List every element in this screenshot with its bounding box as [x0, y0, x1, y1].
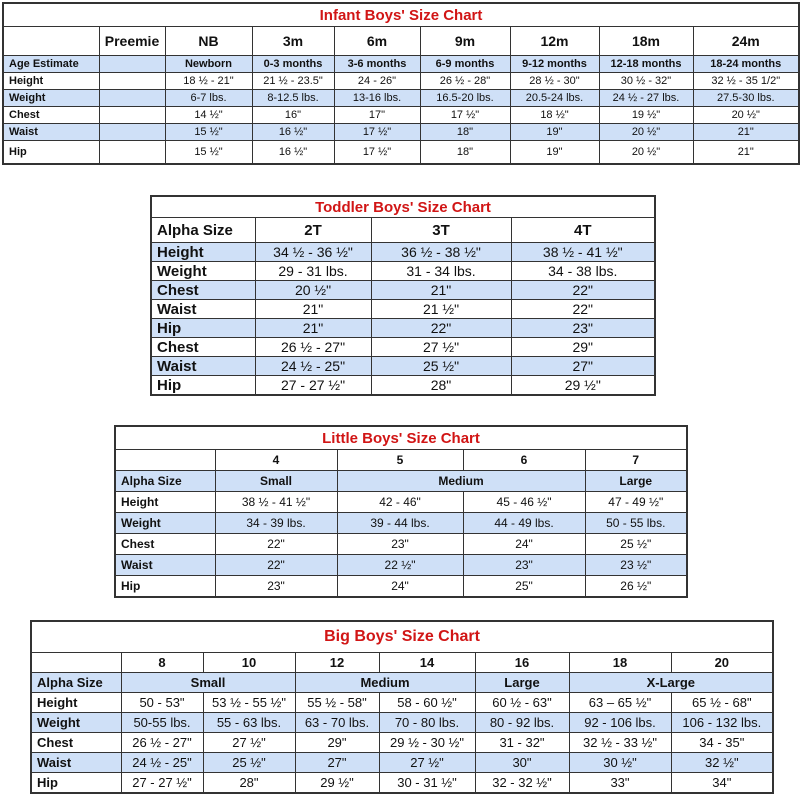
- alpha-size: Medium: [295, 673, 475, 693]
- cell: 22": [511, 300, 655, 319]
- row-label: Age Estimate: [3, 56, 99, 73]
- size-header: 3T: [371, 218, 511, 243]
- size-header: 7: [585, 450, 687, 471]
- row-label: Waist: [3, 124, 99, 141]
- cell: 63 - 70 lbs.: [295, 713, 379, 733]
- cell: 65 ½ - 68": [671, 693, 773, 713]
- size-header: 18: [569, 653, 671, 673]
- cell: 50 - 55 lbs.: [585, 513, 687, 534]
- size-header: 5: [337, 450, 463, 471]
- corner-cell: [31, 653, 121, 673]
- cell: 34 ½ - 36 ½": [255, 243, 371, 262]
- cell: [99, 73, 165, 90]
- cell: 36 ½ - 38 ½": [371, 243, 511, 262]
- toddler-size-header: [151, 218, 655, 243]
- cell: 34": [671, 773, 773, 794]
- big-row: [31, 773, 773, 794]
- cell: 34 - 35": [671, 733, 773, 753]
- cell: 15 ½": [165, 141, 252, 165]
- cell: 25 ½": [585, 534, 687, 555]
- cell: 20 ½": [599, 124, 693, 141]
- row-label: Weight: [151, 262, 255, 281]
- cell: 32 ½ - 33 ½": [569, 733, 671, 753]
- cell: 70 - 80 lbs.: [379, 713, 475, 733]
- cell: 60 ½ - 63": [475, 693, 569, 713]
- size-header: 4T: [511, 218, 655, 243]
- row-label: Waist: [151, 300, 255, 319]
- cell: 12-18 months: [599, 56, 693, 73]
- row-label: Chest: [115, 534, 215, 555]
- size-header: 2T: [255, 218, 371, 243]
- cell: 24 - 26": [334, 73, 420, 90]
- big-row: [31, 693, 773, 713]
- infant-size-header: [3, 27, 799, 56]
- toddler-row: [151, 338, 655, 357]
- cell: 39 - 44 lbs.: [337, 513, 463, 534]
- toddler-row: [151, 300, 655, 319]
- cell: 31 - 34 lbs.: [371, 262, 511, 281]
- cell: 9-12 months: [510, 56, 599, 73]
- cell: 23": [215, 576, 337, 598]
- cell: 80 - 92 lbs.: [475, 713, 569, 733]
- row-label: Hip: [31, 773, 121, 794]
- row-label: Waist: [115, 555, 215, 576]
- cell: 17 ½": [334, 141, 420, 165]
- cell: 21 ½ - 23.5": [252, 73, 334, 90]
- alpha-size: Small: [215, 471, 337, 492]
- cell: 27": [511, 357, 655, 376]
- toddler-row: [151, 357, 655, 376]
- cell: 47 - 49 ½": [585, 492, 687, 513]
- cell: 8-12.5 lbs.: [252, 90, 334, 107]
- cell: 27 ½": [203, 733, 295, 753]
- cell: 27.5-30 lbs.: [693, 90, 799, 107]
- cell: 34 - 38 lbs.: [511, 262, 655, 281]
- cell: 22": [215, 534, 337, 555]
- cell: 27 - 27 ½": [255, 376, 371, 396]
- row-label: Height: [115, 492, 215, 513]
- cell: 29 ½": [295, 773, 379, 794]
- cell: 50-55 lbs.: [121, 713, 203, 733]
- cell: 24 ½ - 27 lbs.: [599, 90, 693, 107]
- size-header: Preemie: [99, 27, 165, 56]
- cell: 14 ½": [165, 107, 252, 124]
- cell: 20 ½": [693, 107, 799, 124]
- cell: 92 - 106 lbs.: [569, 713, 671, 733]
- cell: 29 ½ - 30 ½": [379, 733, 475, 753]
- cell: 19 ½": [599, 107, 693, 124]
- cell: 19": [510, 124, 599, 141]
- size-header: 24m: [693, 27, 799, 56]
- cell: 23": [511, 319, 655, 338]
- toddler-size-chart: [150, 195, 656, 396]
- cell: 42 - 46": [337, 492, 463, 513]
- row-label: Hip: [151, 376, 255, 396]
- cell: 21": [371, 281, 511, 300]
- alpha-size: Small: [121, 673, 295, 693]
- cell: 27 - 27 ½": [121, 773, 203, 794]
- cell: 24 ½ - 25": [121, 753, 203, 773]
- cell: 21 ½": [371, 300, 511, 319]
- infant-size-chart: [2, 2, 800, 165]
- cell: 20 ½": [599, 141, 693, 165]
- little-size-header: [115, 450, 687, 471]
- cell: 45 - 46 ½": [463, 492, 585, 513]
- cell: 63 – 65 ½": [569, 693, 671, 713]
- cell: 28 ½ - 30": [510, 73, 599, 90]
- row-label: Height: [31, 693, 121, 713]
- cell: 32 ½ - 35 1/2": [693, 73, 799, 90]
- cell: 30": [475, 753, 569, 773]
- toddler-row: [151, 281, 655, 300]
- cell: 15 ½": [165, 124, 252, 141]
- size-header: 9m: [420, 27, 510, 56]
- little-row: [115, 555, 687, 576]
- cell: 16 ½": [252, 141, 334, 165]
- toddler-row: [151, 262, 655, 281]
- little-row: [115, 534, 687, 555]
- big-row: [31, 753, 773, 773]
- cell: 34 - 39 lbs.: [215, 513, 337, 534]
- row-label: Chest: [3, 107, 99, 124]
- cell: 25 ½": [371, 357, 511, 376]
- cell: 53 ½ - 55 ½": [203, 693, 295, 713]
- row-label: Chest: [31, 733, 121, 753]
- row-label: Hip: [115, 576, 215, 598]
- little-row: [115, 492, 687, 513]
- cell: 25 ½": [203, 753, 295, 773]
- little-row: [115, 576, 687, 598]
- cell: 29": [295, 733, 379, 753]
- cell: 27 ½": [371, 338, 511, 357]
- cell: 3-6 months: [334, 56, 420, 73]
- cell: 24": [337, 576, 463, 598]
- cell: 22 ½": [337, 555, 463, 576]
- size-header: 18m: [599, 27, 693, 56]
- toddler-chart-title: Toddler Boys' Size Chart: [151, 196, 655, 218]
- cell: 26 ½ - 27": [255, 338, 371, 357]
- cell: 29 ½": [511, 376, 655, 396]
- cell: 25": [463, 576, 585, 598]
- row-label: Chest: [151, 338, 255, 357]
- infant-row-weight: [3, 90, 799, 107]
- cell: 21": [693, 124, 799, 141]
- cell: 38 ½ - 41 ½": [215, 492, 337, 513]
- big-size-header: [31, 653, 773, 673]
- row-label: Height: [151, 243, 255, 262]
- cell: 26 ½ - 28": [420, 73, 510, 90]
- cell: 23": [337, 534, 463, 555]
- size-header: 14: [379, 653, 475, 673]
- cell: 55 ½ - 58": [295, 693, 379, 713]
- cell: 31 - 32": [475, 733, 569, 753]
- cell: 20.5-24 lbs.: [510, 90, 599, 107]
- infant-chart-title: Infant Boys' Size Chart: [3, 3, 799, 27]
- cell: 18 ½": [510, 107, 599, 124]
- cell: 32 ½": [671, 753, 773, 773]
- cell: 55 - 63 lbs.: [203, 713, 295, 733]
- cell: 6-9 months: [420, 56, 510, 73]
- size-header: 12: [295, 653, 379, 673]
- cell: 21": [255, 319, 371, 338]
- big-size-chart: [30, 620, 774, 794]
- big-row: [31, 733, 773, 753]
- cell: 28": [371, 376, 511, 396]
- little-alpha-row: [115, 471, 687, 492]
- cell: 30 - 31 ½": [379, 773, 475, 794]
- cell: 28": [203, 773, 295, 794]
- alpha-size-label: Alpha Size: [151, 218, 255, 243]
- cell: 30 ½": [569, 753, 671, 773]
- cell: 26 ½ - 27": [121, 733, 203, 753]
- row-label: Waist: [31, 753, 121, 773]
- cell: 23": [463, 555, 585, 576]
- cell: 27": [295, 753, 379, 773]
- row-label: Weight: [31, 713, 121, 733]
- size-header: 8: [121, 653, 203, 673]
- corner-cell: [3, 27, 99, 56]
- toddler-row: [151, 319, 655, 338]
- size-header: 4: [215, 450, 337, 471]
- cell: 106 - 132 lbs.: [671, 713, 773, 733]
- row-label: Waist: [151, 357, 255, 376]
- cell: 29 - 31 lbs.: [255, 262, 371, 281]
- size-header: 6: [463, 450, 585, 471]
- cell: [99, 56, 165, 73]
- cell: 6-7 lbs.: [165, 90, 252, 107]
- cell: [99, 90, 165, 107]
- cell: 17 ½": [420, 107, 510, 124]
- cell: 21": [255, 300, 371, 319]
- cell: 18": [420, 124, 510, 141]
- size-header: 10: [203, 653, 295, 673]
- cell: 22": [511, 281, 655, 300]
- cell: 17": [334, 107, 420, 124]
- cell: 24": [463, 534, 585, 555]
- alpha-size-label: Alpha Size: [115, 471, 215, 492]
- big-chart-title: Big Boys' Size Chart: [31, 621, 773, 653]
- row-label: Weight: [115, 513, 215, 534]
- cell: 17 ½": [334, 124, 420, 141]
- cell: 18-24 months: [693, 56, 799, 73]
- cell: [99, 107, 165, 124]
- cell: 32 - 32 ½": [475, 773, 569, 794]
- cell: 19": [510, 141, 599, 165]
- alpha-size: Large: [585, 471, 687, 492]
- cell: [99, 124, 165, 141]
- cell: 18 ½ - 21": [165, 73, 252, 90]
- cell: 0-3 months: [252, 56, 334, 73]
- cell: 16": [252, 107, 334, 124]
- infant-row-waist: [3, 124, 799, 141]
- infant-row-height: [3, 73, 799, 90]
- cell: 33": [569, 773, 671, 794]
- size-header: 3m: [252, 27, 334, 56]
- cell: 13-16 lbs.: [334, 90, 420, 107]
- infant-row-chest: [3, 107, 799, 124]
- cell: 18": [420, 141, 510, 165]
- cell: 21": [693, 141, 799, 165]
- alpha-size: Medium: [337, 471, 585, 492]
- row-label: Hip: [3, 141, 99, 165]
- cell: [99, 141, 165, 165]
- cell: 24 ½ - 25": [255, 357, 371, 376]
- cell: 22": [371, 319, 511, 338]
- alpha-size: Large: [475, 673, 569, 693]
- row-label: Weight: [3, 90, 99, 107]
- cell: 50 - 53": [121, 693, 203, 713]
- cell: 38 ½ - 41 ½": [511, 243, 655, 262]
- cell: 58 - 60 ½": [379, 693, 475, 713]
- cell: 44 - 49 lbs.: [463, 513, 585, 534]
- alpha-size-label: Alpha Size: [31, 673, 121, 693]
- toddler-row: [151, 376, 655, 396]
- size-header: 20: [671, 653, 773, 673]
- cell: 27 ½": [379, 753, 475, 773]
- corner-cell: [115, 450, 215, 471]
- cell: 23 ½": [585, 555, 687, 576]
- row-label: Hip: [151, 319, 255, 338]
- little-size-chart: [114, 425, 688, 598]
- toddler-row: [151, 243, 655, 262]
- size-header: 6m: [334, 27, 420, 56]
- cell: 20 ½": [255, 281, 371, 300]
- cell: Newborn: [165, 56, 252, 73]
- infant-row-hip: [3, 141, 799, 165]
- row-label: Chest: [151, 281, 255, 300]
- size-header: 12m: [510, 27, 599, 56]
- row-label: Height: [3, 73, 99, 90]
- cell: 22": [215, 555, 337, 576]
- big-row: [31, 713, 773, 733]
- infant-row-age: [3, 56, 799, 73]
- alpha-size: X-Large: [569, 673, 773, 693]
- cell: 30 ½ - 32": [599, 73, 693, 90]
- big-alpha-row: [31, 673, 773, 693]
- little-chart-title: Little Boys' Size Chart: [115, 426, 687, 450]
- cell: 16.5-20 lbs.: [420, 90, 510, 107]
- cell: 26 ½": [585, 576, 687, 598]
- little-row: [115, 513, 687, 534]
- cell: 16 ½": [252, 124, 334, 141]
- cell: 29": [511, 338, 655, 357]
- size-header: 16: [475, 653, 569, 673]
- size-header: NB: [165, 27, 252, 56]
